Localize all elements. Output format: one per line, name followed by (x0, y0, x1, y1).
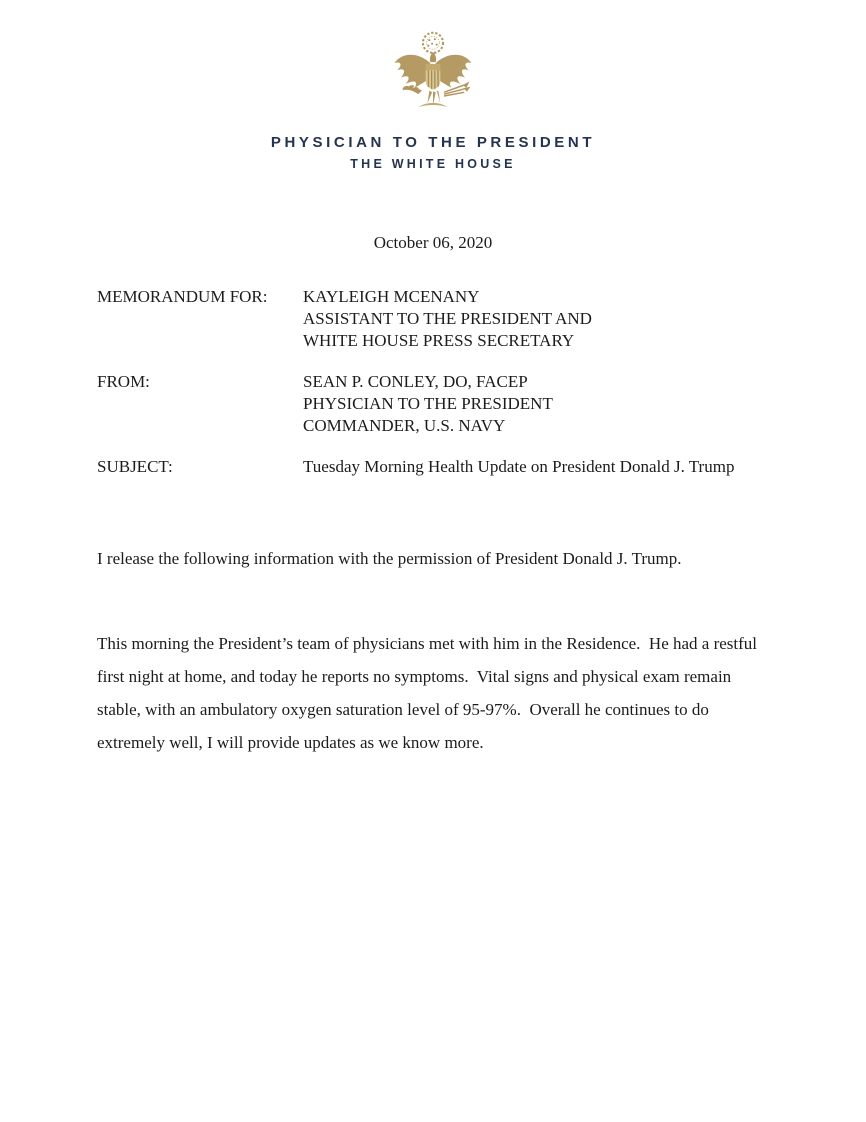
memo-field-from (97, 371, 769, 437)
memo-date: October 06, 2020 (373, 233, 493, 252)
memo-field-subject (97, 456, 769, 478)
presidential-seal-icon (387, 30, 479, 118)
subject-text: Tuesday Morning Health Update on President Donald J. Trump (303, 457, 735, 476)
recipient-title-line-2: WHITE HOUSE PRESS SECRETARY (303, 331, 575, 350)
from-label: FROM: (97, 372, 150, 391)
body-paragraph-release-statement: I release the following information with the permission of President Donald J. Trump. (97, 549, 682, 568)
memo-field-memorandum-for (97, 286, 769, 352)
letterhead-title: PHYSICIAN TO THE PRESIDENT (270, 134, 596, 151)
sender-title-line-1: PHYSICIAN TO THE PRESIDENT (303, 394, 553, 413)
from-value (303, 371, 553, 437)
subject-value (303, 456, 734, 478)
letterhead (0, 0, 866, 172)
recipient-name: KAYLEIGH MCENANY (303, 287, 480, 306)
sender-name: SEAN P. CONLEY, DO, FACEP (303, 372, 528, 391)
memorandum-for-label: MEMORANDUM FOR: (97, 287, 268, 306)
recipient-title-line-1: ASSISTANT TO THE PRESIDENT AND (303, 309, 592, 328)
subject-label: SUBJECT: (97, 457, 173, 476)
letterhead-subtitle: THE WHITE HOUSE (350, 157, 516, 171)
body-paragraph-health-update: This morning the President’s team of physicians met with him in the Residence. He had a restful first night at home, and today he reports no symptoms. Vital signs and physical exam remain stable, with an ambulatory oxygen saturation level of 95-97%. Overall he continues to do extremely well, I will provide updates as we know more. (97, 634, 762, 752)
memo-body (97, 542, 766, 759)
memo-header-fields (97, 286, 769, 478)
memorandum-for-value (303, 286, 592, 352)
sender-title-line-2: COMMANDER, U.S. NAVY (303, 416, 506, 435)
